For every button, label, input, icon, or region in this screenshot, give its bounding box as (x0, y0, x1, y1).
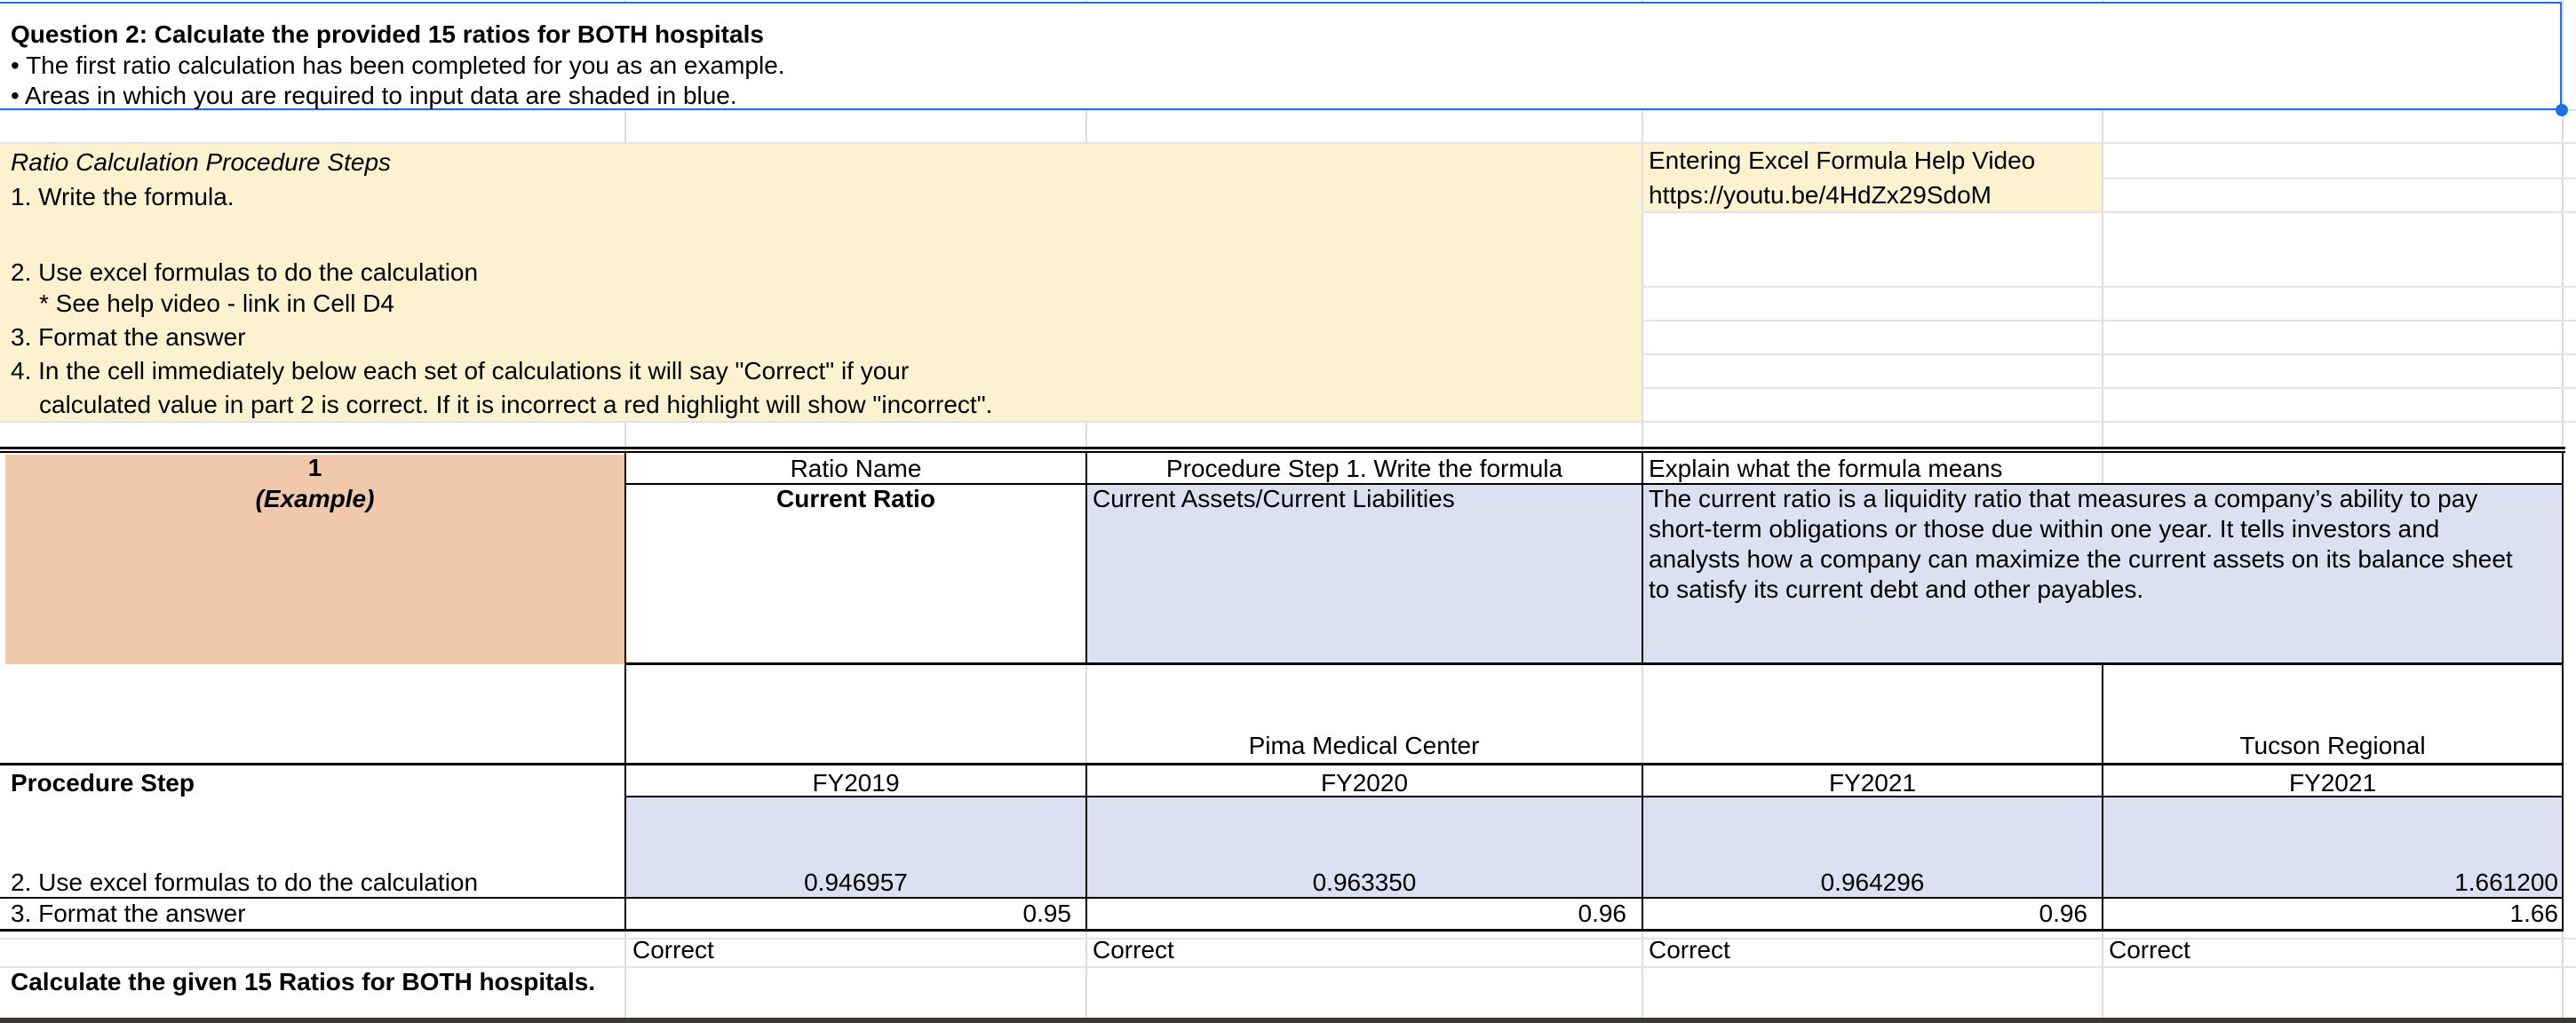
step-4-line-2: calculated value in part 2 is correct. If it is incorrect a red highlight will show "incorrect". (39, 391, 993, 418)
border-line (624, 662, 2564, 665)
formatted-value-1[interactable]: 0.95 (1022, 900, 1071, 927)
explain-line-2: short-term obligations or those due within one year. It tells investors and (1649, 515, 2440, 543)
steps-heading: Ratio Calculation Procedure Steps (11, 148, 392, 176)
explain-line-1: The current ratio is a liquidity ratio that measures a company’s ability to pay (1649, 485, 2478, 512)
example-number: 1 (307, 454, 322, 481)
question-title: Question 2: Calculate the provided 15 ratios for BOTH hospitals (11, 20, 764, 48)
border-line (2562, 451, 2564, 664)
footer-dark-strip (0, 1018, 2576, 1023)
raw-value-4[interactable]: 1.661200 (2454, 868, 2558, 896)
formatted-value-3[interactable]: 0.96 (2039, 900, 2087, 927)
year-header-4: FY2021 (2288, 769, 2377, 797)
raw-value-1[interactable]: 0.946957 (804, 868, 908, 896)
explain-line-4: to satisfy its current debt and other payables. (1649, 575, 2144, 603)
formatted-value-4[interactable]: 1.66 (2509, 900, 2558, 927)
border-line (1642, 451, 1643, 664)
footer-instruction: Calculate the given 15 Ratios for BOTH hospitals. (11, 968, 596, 995)
formula-text: Current Assets/Current Liabilities (1093, 485, 1455, 512)
question-bullet-2: • Areas in which you are required to input data are shaded in blue. (11, 82, 737, 109)
formatted-value-2[interactable]: 0.96 (1578, 900, 1626, 927)
ratio-name-header: Ratio Name (790, 455, 922, 482)
explain-line-3: analysts how a company can maximize the current assets on its balance sheet (1649, 545, 2513, 573)
step-4-line-1: 4. In the cell immediately below each set of calculations it will say "Correct" if your (11, 357, 910, 385)
ratio-name: Current Ratio (776, 485, 935, 512)
procedure-step-label: Procedure Step (11, 769, 195, 797)
selection-fill-handle[interactable] (2556, 104, 2568, 116)
check-result-1: Correct (632, 936, 714, 964)
year-header-1: FY2019 (812, 769, 900, 797)
border-line (0, 763, 2564, 765)
year-header-3: FY2021 (1828, 769, 1917, 797)
check-result-3: Correct (1649, 936, 1730, 964)
border-line (0, 929, 2564, 932)
check-result-2: Correct (1093, 936, 1174, 964)
help-video-label: Entering Excel Formula Help Video (1649, 147, 2036, 174)
step-3-label: 3. Format the answer (11, 900, 246, 927)
border-line (0, 447, 2565, 449)
border-line (2562, 664, 2564, 931)
hospital-2-name: Tucson Regional (2239, 732, 2426, 759)
explain-header: Explain what the formula means (1649, 455, 2003, 482)
raw-value-2[interactable]: 0.963350 (1312, 868, 1417, 896)
step-1: 1. Write the formula. (11, 183, 235, 210)
formula-header: Procedure Step 1. Write the formula (1165, 455, 1563, 482)
step-2: 2. Use excel formulas to do the calculation (11, 258, 479, 286)
step-2-note: * See help video - link in Cell D4 (39, 289, 394, 317)
question-bullet-1: • The first ratio calculation has been completed for you as an example. (11, 52, 785, 79)
step-3: 3. Format the answer (11, 323, 246, 351)
raw-value-3[interactable]: 0.964296 (1820, 868, 1925, 896)
year-header-2: FY2020 (1320, 769, 1409, 797)
hospital-1-name: Pima Medical Center (1248, 732, 1480, 759)
example-tag: (Example) (255, 485, 375, 512)
step-2-label: 2. Use excel formulas to do the calculation (11, 868, 479, 896)
check-result-4: Correct (2109, 936, 2190, 964)
help-video-link[interactable]: https://youtu.be/4HdZx29SdoM (1649, 181, 1992, 209)
